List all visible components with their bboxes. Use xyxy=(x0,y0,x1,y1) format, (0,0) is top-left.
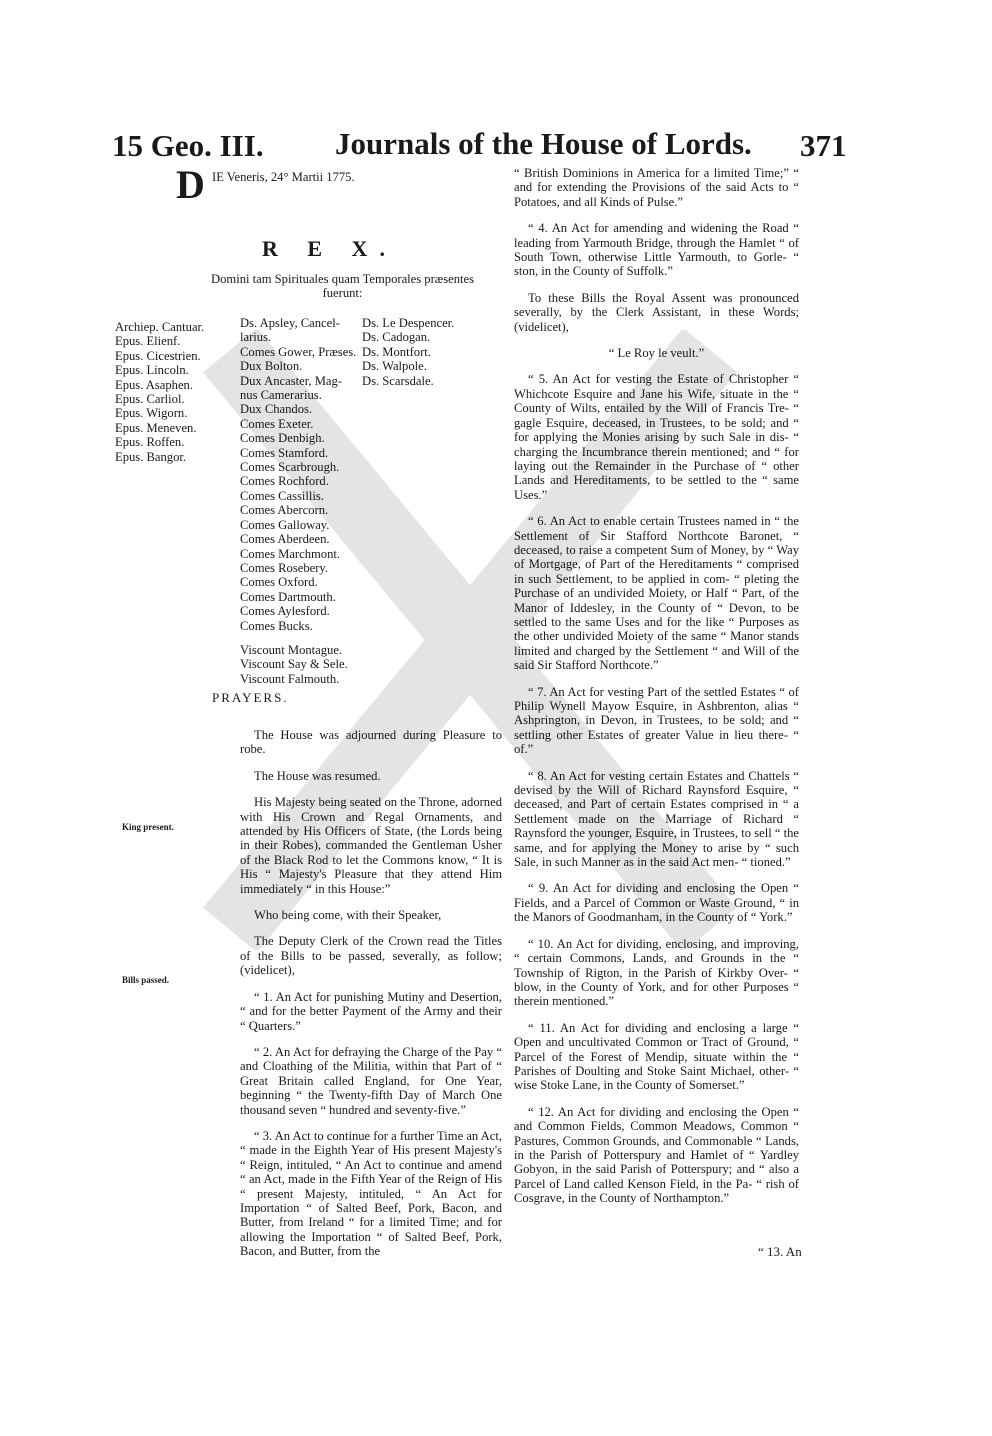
rex-heading: R E X. xyxy=(262,236,397,261)
lord-entry: Ds. Cadogan. xyxy=(362,330,431,345)
paragraph: “ 7. An Act for vesting Part of the settled Estates “ of Philip Wynell Mayow Esquire, in Ashbrenton, alias “ Ashprington, in Devon, in Trustees, to be sold; and “ settling other Estates of greater Value in lieu there- “ of.” xyxy=(514,684,799,757)
lord-entry: Viscount Montague. xyxy=(240,642,343,657)
lord-entry: Ds. Montfort. xyxy=(362,344,431,359)
paragraph: His Majesty being seated on the Throne, adorned with His Crown and Regal Ornaments, and attended by His Officers of State, (the Lords being in their Robes), commanded the Gentleman Usher of the Black Rod to let the Commons know, “ It is His “ Majesty's Pleasure that they attend Him immediately “ in this House:” xyxy=(240,795,502,896)
lords-list-barons xyxy=(362,316,454,388)
paragraph: “ 1. An Act for punishing Mutiny and Desertion, “ and for the better Payment of the Army and their “ Quarters.” xyxy=(240,989,502,1033)
lord-entry: Comes Oxford. xyxy=(240,575,318,590)
lord-entry: Epus. Meneven. xyxy=(115,420,197,435)
left-column-text xyxy=(240,728,502,1271)
lord-entry: Comes Aberdeen. xyxy=(240,532,330,547)
paragraph: “ Le Roy le veult.” xyxy=(608,346,705,361)
paragraph: Who being come, with their Speaker, xyxy=(254,908,442,923)
lord-entry: Archiep. Cantuar. xyxy=(115,320,205,334)
paragraph: The Deputy Clerk of the Crown read the Titles of the Bills to be passed, severally, as follow; (videlicet), xyxy=(240,934,502,978)
regnal-year-header: 15 Geo. III. xyxy=(112,128,264,163)
lord-entry: Comes Cassillis. xyxy=(240,488,324,503)
right-column-text xyxy=(514,166,799,1218)
margin-note-bills-passed: Bills passed. xyxy=(122,975,170,985)
lord-entry: Epus. Wigorn. xyxy=(115,406,188,421)
lord-entry: Epus. Elienf. xyxy=(115,334,181,349)
page-number: 371 xyxy=(800,128,847,163)
date-line: IE Veneris, 24° Martii 1775. xyxy=(212,170,355,184)
domini-line: Domini tam Spirituales quam Temporales præsentes fuerunt: xyxy=(211,272,474,301)
paragraph: “ 8. An Act for vesting certain Estates and Chattels “ devised by the Will of Richard Raynsford Esquire, “ deceased, and Part of certain Estates comprised in “ a Settlement made on the Marriage of Richard “ Raynsford the younger, Esquire, in Trustees, to sell “ the same, and for applying the Money to arise by “ such Sale, in such Manner as in the said Act men- “ tioned.” xyxy=(514,768,799,870)
lord-entry: Epus. Roffen. xyxy=(115,435,185,450)
prayers-heading: PRAYERS. xyxy=(212,690,289,705)
lord-entry: Comes Abercorn. xyxy=(240,503,329,518)
catchword: “ 13. An xyxy=(758,1244,802,1259)
paragraph: To these Bills the Royal Assent was pronounced severally, by the Clerk Assistant, in these Words; (videlicet), xyxy=(514,290,799,334)
paragraph: “ 4. An Act for amending and widening the Road “ leading from Yarmouth Bridge, through the Hamlet “ of South Town, otherwise Little Yarmouth, to Gorle- “ ston, in the County of Suffolk.” xyxy=(514,221,799,279)
paragraph: The House was adjourned during Pleasure to robe. xyxy=(240,728,502,757)
lord-entry: Comes Gower, Præses. xyxy=(240,344,357,359)
lord-entry: Epus. Cicestrien. xyxy=(115,348,201,363)
lord-entry: Comes Aylesford. xyxy=(240,604,330,619)
lord-entry: Comes Marchmont. xyxy=(240,546,341,561)
lord-entry: Epus. Asaphen. xyxy=(115,377,194,392)
lord-entry: Epus. Bangor. xyxy=(115,449,187,464)
lord-entry: Comes Scarbrough. xyxy=(240,460,340,475)
lord-entry: Dux Chandos. xyxy=(240,402,313,417)
lord-entry: Comes Stamford. xyxy=(240,445,329,460)
lord-entry: Comes Rosebery. xyxy=(240,560,329,575)
journal-title: Journals of the House of Lords. xyxy=(335,126,752,161)
margin-note-king-present: King present. xyxy=(122,822,174,832)
paragraph: “ 9. An Act for dividing and enclosing the Open “ Fields, and a Parcel of Common or Waste Ground, “ in the Manors of Goodmanham, in the County of “ York.” xyxy=(514,881,799,925)
lord-entry: Dux Ancaster, Mag- xyxy=(240,373,342,388)
lord-entry: Ds. Apsley, Cancel- xyxy=(240,316,340,330)
paragraph: The House was resumed. xyxy=(254,768,381,783)
lord-entry: Comes Rochford. xyxy=(240,474,329,489)
lord-entry: Viscount Say & Sele. xyxy=(240,657,348,672)
lord-entry: Comes Galloway. xyxy=(240,517,330,532)
lord-entry: Viscount Falmouth. xyxy=(240,671,340,686)
paragraph: “ 6. An Act to enable certain Trustees named in “ the Settlement of Sir Stafford Northcote Baronet, “ deceased, to raise a competent Sum of Money, by “ Way of Mortgage, of Part of the Hereditaments “ comprised in such Settlement, to be applied in com- “ pleting the Purchase of an undivided Moiety, or Half “ Part, of the Manor of Iddesley, in the County of “ Devon, to be settled to the same Uses and for the like “ Purposes as the other undivided Moiety of the same “ Manor stands limited and charged by the Settlement “ and Will of the said Sir Stafford Northcote.” xyxy=(514,514,799,673)
lord-entry: Epus. Lincoln. xyxy=(115,363,189,378)
lord-entry: Comes Exeter. xyxy=(240,416,314,431)
lord-entry: larius. xyxy=(240,330,272,345)
lord-entry: nus Camerarius. xyxy=(240,388,322,403)
paragraph: “ 11. An Act for dividing and enclosing a large “ Open and uncultivated Common or Tract of Ground, “ Parcel of the Forest of Mendip, situate within the “ Parishes of Doulting and Stoke Saint Michael, other- “ wise Stoke Lane, in the County of Somerset.” xyxy=(514,1020,799,1093)
lord-entry: Ds. Le Despencer. xyxy=(362,316,455,330)
paragraph: “ 10. An Act for dividing, enclosing, and improving, “ certain Commons, Lands, and Grounds in the “ Township of Rigton, in the Parish of Kirkby Over- “ blow, in the County of York, and for other Purposes “ therein mentioned.” xyxy=(514,936,799,1009)
paragraph: “ 2. An Act for defraying the Charge of the Pay “ and Cloathing of the Militia, within that Part of “ Great Britain called England, for One Year, beginning “ the Twenty-fifth Day of March One thousand seven “ hundred and seventy-five.” xyxy=(240,1044,502,1117)
lords-list-temporal xyxy=(240,316,356,686)
paragraph: “ 5. An Act for vesting the Estate of Christopher “ Whichcote Esquire and Jane his Wife, situate in the “ County of Wilts, entailed by the Will of Francis Tre- “ gagle Esquire, deceased, in Trustees, to be sold; and “ for applying the Monies arising by such Sale in dis- “ charging the Incumbrance therein mentioned; and “ for laying out the Remainder in the Purchase of “ other Lands and Hereditaments, to be settled to the “ same Uses.” xyxy=(514,372,799,502)
lords-list-spiritual xyxy=(115,320,204,464)
paragraph: “ British Dominions in America for a limited Time;” “ and for extending the Provisions of the said Acts to “ Potatoes, and all Kinds of Pulse.” xyxy=(514,166,799,209)
paragraph: “ 3. An Act to continue for a further Time an Act, “ made in the Eighth Year of His present Majesty's “ Reign, intituled, “ An Act to continue and amend “ an Act, made in the Fifth Year of the Reign of His “ present Majesty, intituled, “ An Act for Importation “ of Salted Beef, Pork, Bacon, and Butter, from Ireland “ for a limited Time; and for allowing the Importation “ of Salted Beef, Pork, Bacon, and Butter, from the xyxy=(240,1128,502,1259)
lord-entry: Epus. Carliol. xyxy=(115,392,185,407)
lord-entry: Comes Bucks. xyxy=(240,618,313,633)
lord-entry: Comes Dartmouth. xyxy=(240,589,336,604)
lord-entry: Ds. Walpole. xyxy=(362,359,427,374)
lord-entry: Dux Bolton. xyxy=(240,359,303,374)
paragraph: “ 12. An Act for dividing and enclosing the Open “ and Common Fields, Common Meadows, Common “ Pastures, Common Grounds, and Commonable “ Lands, in the Parish of Potterspury and Hamlet of “ Yardley Gobyon, in the said Parish of Potterspury; and “ also a Parcel of Land called Kenson Field, in the Pa- “ rish of Cosgrave, in the County of Northampton.” xyxy=(514,1104,799,1206)
lord-entry: Comes Denbigh. xyxy=(240,431,325,446)
lord-entry: Ds. Scarsdale. xyxy=(362,373,434,388)
dropcap-letter: D xyxy=(176,162,205,207)
